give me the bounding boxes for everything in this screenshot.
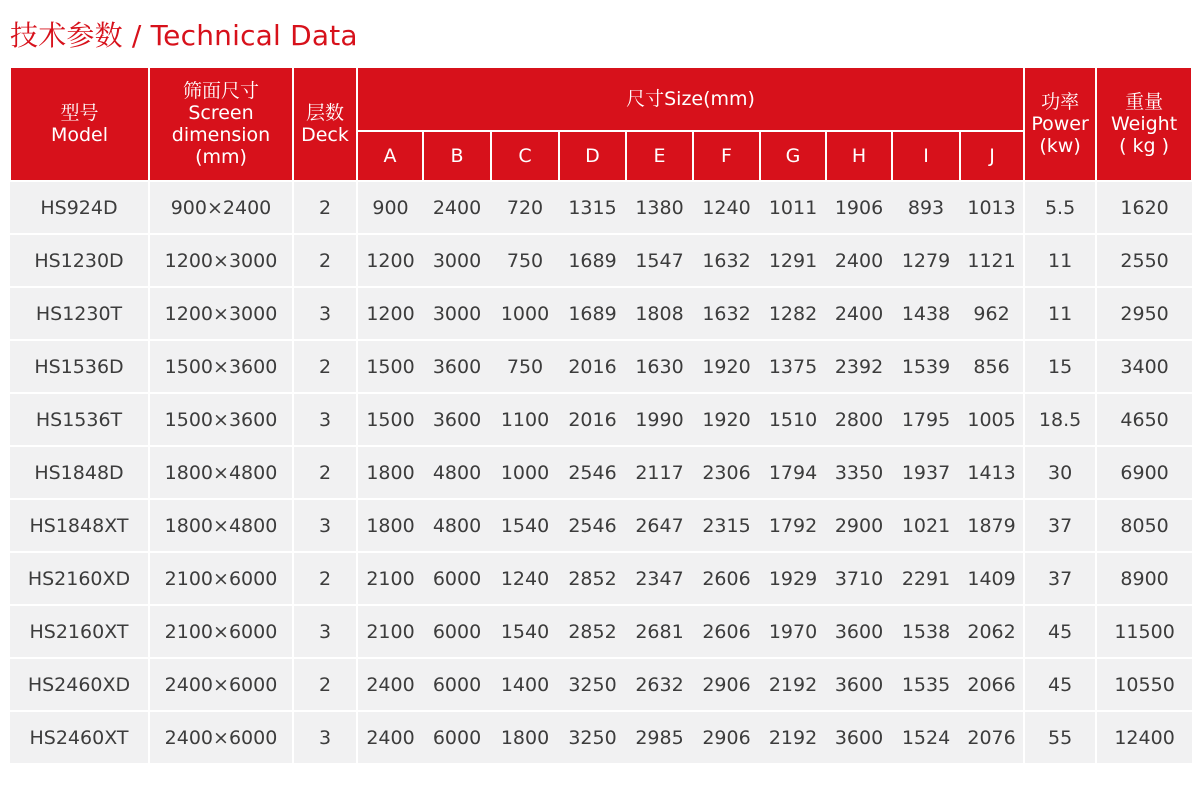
header-power: 功率 Power (kw): [1024, 67, 1096, 181]
table-cell: 1000: [491, 287, 559, 340]
table-row: [10, 393, 1192, 446]
table-cell: 45: [1024, 605, 1096, 658]
table-cell: 1500×3600: [149, 393, 293, 446]
table-cell: 1540: [491, 605, 559, 658]
table-cell: 2546: [559, 499, 626, 552]
table-cell: 1400: [491, 658, 559, 711]
table-row: [10, 552, 1192, 605]
table-cell: 1021: [892, 499, 960, 552]
table-cell: 2: [293, 234, 357, 287]
table-cell: 2315: [693, 499, 760, 552]
table-cell: 3400: [1096, 340, 1192, 393]
header-size-col: E: [626, 131, 693, 181]
table-cell: 11500: [1096, 605, 1192, 658]
table-cell: 962: [960, 287, 1024, 340]
table-cell: 2: [293, 552, 357, 605]
table-cell: 1794: [760, 446, 826, 499]
header-screen-dimension: 筛面尺寸 Screen dimension (mm): [149, 67, 293, 181]
table-cell: 3: [293, 393, 357, 446]
table-cell: 8050: [1096, 499, 1192, 552]
table-row: [10, 499, 1192, 552]
table-cell: 1200: [357, 234, 423, 287]
table-cell: 2100×6000: [149, 605, 293, 658]
table-cell: 1315: [559, 181, 626, 234]
table-cell: 1800×4800: [149, 499, 293, 552]
table-cell: 1990: [626, 393, 693, 446]
table-cell: 1100: [491, 393, 559, 446]
table-cell: 8900: [1096, 552, 1192, 605]
table-cell: 12400: [1096, 711, 1192, 764]
table-cell: 2100: [357, 605, 423, 658]
table-cell: 2852: [559, 605, 626, 658]
table-cell: 1906: [826, 181, 892, 234]
table-cell: 1937: [892, 446, 960, 499]
table-cell: 10550: [1096, 658, 1192, 711]
table-cell: 3350: [826, 446, 892, 499]
table-cell: HS1230D: [10, 234, 149, 287]
table-row: [10, 446, 1192, 499]
table-cell: 900×2400: [149, 181, 293, 234]
table-cell: 2400: [423, 181, 491, 234]
table-row: [10, 287, 1192, 340]
table-cell: 37: [1024, 499, 1096, 552]
table-cell: 2100: [357, 552, 423, 605]
table-cell: 3600: [826, 658, 892, 711]
table-cell: 1632: [693, 287, 760, 340]
table-cell: 11: [1024, 234, 1096, 287]
table-cell: 1800: [491, 711, 559, 764]
table-cell: HS1230T: [10, 287, 149, 340]
table-cell: 1005: [960, 393, 1024, 446]
table-cell: 1800: [357, 499, 423, 552]
table-row: [10, 711, 1192, 764]
header-size-col: J: [960, 131, 1024, 181]
table-cell: 1200×3000: [149, 234, 293, 287]
table-cell: 2066: [960, 658, 1024, 711]
table-cell: 3: [293, 711, 357, 764]
table-cell: 750: [491, 340, 559, 393]
table-cell: 1538: [892, 605, 960, 658]
table-cell: 3250: [559, 658, 626, 711]
table-cell: 2117: [626, 446, 693, 499]
page-title: 技术参数 / Technical Data: [10, 19, 358, 52]
table-cell: 3250: [559, 711, 626, 764]
table-cell: 3710: [826, 552, 892, 605]
table-cell: 6000: [423, 552, 491, 605]
table-cell: 2647: [626, 499, 693, 552]
table-cell: 2: [293, 658, 357, 711]
table-cell: 2192: [760, 711, 826, 764]
table-cell: 1500×3600: [149, 340, 293, 393]
table-cell: 1011: [760, 181, 826, 234]
table-cell: 3: [293, 605, 357, 658]
table-cell: 1500: [357, 340, 423, 393]
table-cell: 2291: [892, 552, 960, 605]
table-cell: 856: [960, 340, 1024, 393]
table-cell: 1282: [760, 287, 826, 340]
header-weight: 重量 Weight ( kg ): [1096, 67, 1192, 181]
table-cell: 1689: [559, 234, 626, 287]
table-cell: 2400: [826, 287, 892, 340]
table-cell: 2400: [357, 658, 423, 711]
table-cell: 3600: [826, 711, 892, 764]
table-cell: 1535: [892, 658, 960, 711]
table-cell: 4650: [1096, 393, 1192, 446]
table-cell: 1920: [693, 393, 760, 446]
table-cell: 1808: [626, 287, 693, 340]
table-cell: 2016: [559, 393, 626, 446]
table-cell: 3000: [423, 287, 491, 340]
table-cell: 1240: [491, 552, 559, 605]
table-cell: 45: [1024, 658, 1096, 711]
table-cell: 2900: [826, 499, 892, 552]
table-cell: 6000: [423, 605, 491, 658]
table-cell: 2681: [626, 605, 693, 658]
table-cell: 18.5: [1024, 393, 1096, 446]
table-cell: 4800: [423, 446, 491, 499]
table-cell: 55: [1024, 711, 1096, 764]
table-cell: 2400: [357, 711, 423, 764]
table-cell: 1970: [760, 605, 826, 658]
table-cell: 2800: [826, 393, 892, 446]
table-cell: 1291: [760, 234, 826, 287]
table-cell: 1547: [626, 234, 693, 287]
table-cell: 1409: [960, 552, 1024, 605]
table-cell: HS2460XT: [10, 711, 149, 764]
table-cell: 15: [1024, 340, 1096, 393]
table-cell: 1920: [693, 340, 760, 393]
table-cell: HS1536D: [10, 340, 149, 393]
table-cell: 2: [293, 446, 357, 499]
table-cell: HS2160XT: [10, 605, 149, 658]
table-cell: 1380: [626, 181, 693, 234]
table-cell: 11: [1024, 287, 1096, 340]
table-cell: 3600: [826, 605, 892, 658]
header-size-col: A: [357, 131, 423, 181]
header-size-col: H: [826, 131, 892, 181]
header-size-col: F: [693, 131, 760, 181]
table-cell: 1375: [760, 340, 826, 393]
table-cell: 1200×3000: [149, 287, 293, 340]
table-cell: 5.5: [1024, 181, 1096, 234]
table-row: [10, 181, 1192, 234]
table-cell: 2306: [693, 446, 760, 499]
table-cell: 1620: [1096, 181, 1192, 234]
table-cell: 1800: [357, 446, 423, 499]
table-row: [10, 340, 1192, 393]
table-cell: 1500: [357, 393, 423, 446]
table-cell: 2076: [960, 711, 1024, 764]
table-cell: 2392: [826, 340, 892, 393]
table-cell: 893: [892, 181, 960, 234]
table-row: [10, 605, 1192, 658]
table-cell: 1240: [693, 181, 760, 234]
table-cell: 6900: [1096, 446, 1192, 499]
table-row: [10, 234, 1192, 287]
table-cell: 3600: [423, 393, 491, 446]
table-cell: 2632: [626, 658, 693, 711]
table-cell: 1795: [892, 393, 960, 446]
table-cell: 1510: [760, 393, 826, 446]
header-deck: 层数 Deck: [293, 67, 357, 181]
table-cell: 1800×4800: [149, 446, 293, 499]
table-cell: 2100×6000: [149, 552, 293, 605]
table-cell: 2062: [960, 605, 1024, 658]
table-cell: 2950: [1096, 287, 1192, 340]
table-cell: 2192: [760, 658, 826, 711]
table-cell: 2400: [826, 234, 892, 287]
table-cell: 2550: [1096, 234, 1192, 287]
table-cell: 1539: [892, 340, 960, 393]
table-cell: 1540: [491, 499, 559, 552]
table-cell: 1929: [760, 552, 826, 605]
table-cell: 6000: [423, 711, 491, 764]
table-cell: 4800: [423, 499, 491, 552]
table-cell: 1792: [760, 499, 826, 552]
table-cell: 6000: [423, 658, 491, 711]
table-cell: 1689: [559, 287, 626, 340]
table-cell: 1438: [892, 287, 960, 340]
table-cell: 900: [357, 181, 423, 234]
header-size-col: D: [559, 131, 626, 181]
table-cell: HS2160XD: [10, 552, 149, 605]
table-cell: HS2460XD: [10, 658, 149, 711]
table-cell: 2852: [559, 552, 626, 605]
table-cell: 2: [293, 340, 357, 393]
table-cell: 2400×6000: [149, 658, 293, 711]
table-cell: 1630: [626, 340, 693, 393]
table-cell: 3000: [423, 234, 491, 287]
header-size-group: 尺寸Size(mm): [357, 67, 1024, 131]
table-cell: 2: [293, 181, 357, 234]
technical-data-table: [9, 66, 1193, 765]
header-model: 型号 Model: [10, 67, 149, 181]
table-cell: 1200: [357, 287, 423, 340]
table-cell: 2400×6000: [149, 711, 293, 764]
table-cell: 2906: [693, 658, 760, 711]
table-body: [10, 181, 1192, 764]
table-row: [10, 658, 1192, 711]
table-cell: 1121: [960, 234, 1024, 287]
table-cell: 1279: [892, 234, 960, 287]
table-cell: 2906: [693, 711, 760, 764]
table-cell: 3: [293, 287, 357, 340]
table-cell: 37: [1024, 552, 1096, 605]
table-cell: HS1536T: [10, 393, 149, 446]
header-size-col: B: [423, 131, 491, 181]
technical-data-table-wrapper: [9, 66, 1191, 765]
header-row-top: [10, 67, 1192, 131]
table-cell: 3600: [423, 340, 491, 393]
table-cell: 2985: [626, 711, 693, 764]
table-cell: 1013: [960, 181, 1024, 234]
table-cell: 2606: [693, 605, 760, 658]
table-cell: 2606: [693, 552, 760, 605]
table-cell: HS1848D: [10, 446, 149, 499]
table-cell: 3: [293, 499, 357, 552]
table-cell: 1524: [892, 711, 960, 764]
table-cell: 720: [491, 181, 559, 234]
header-size-col: C: [491, 131, 559, 181]
table-cell: 1413: [960, 446, 1024, 499]
header-size-col: I: [892, 131, 960, 181]
table-cell: 2546: [559, 446, 626, 499]
table-cell: 1632: [693, 234, 760, 287]
table-cell: 30: [1024, 446, 1096, 499]
table-cell: HS1848XT: [10, 499, 149, 552]
header-size-col: G: [760, 131, 826, 181]
table-cell: HS924D: [10, 181, 149, 234]
table-cell: 2016: [559, 340, 626, 393]
table-cell: 1000: [491, 446, 559, 499]
table-cell: 750: [491, 234, 559, 287]
table-cell: 1879: [960, 499, 1024, 552]
table-cell: 2347: [626, 552, 693, 605]
